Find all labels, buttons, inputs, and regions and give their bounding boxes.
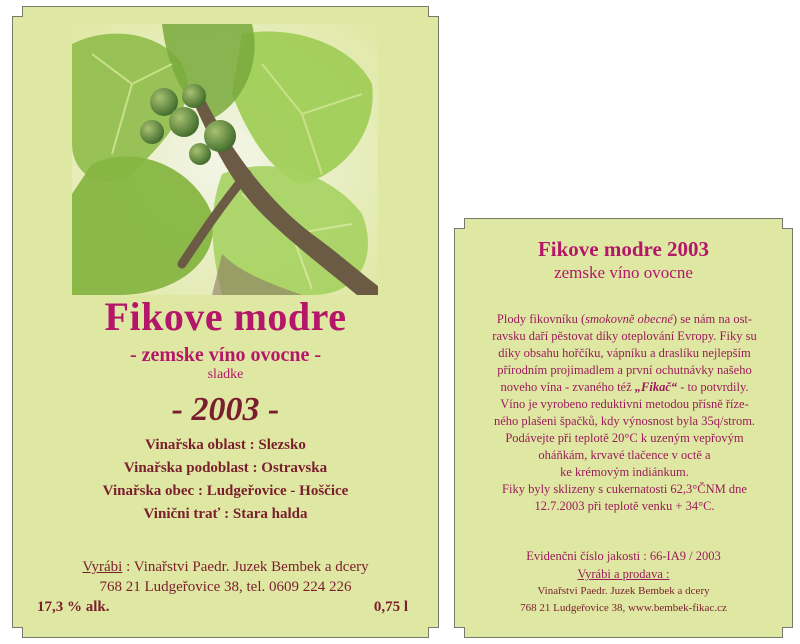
- producer-name: : Vinařstvi Paedr. Juzek Bembek a dcery: [122, 559, 369, 575]
- back-title: Fikove modre 2003: [537, 237, 710, 261]
- text-line: Fiky byly sklizeny s cukernatosti 62,3°ČNM dne: [502, 482, 747, 496]
- text-line: ného plašeni špačků, kdy výnosnost byla 35q/strom.: [493, 414, 756, 428]
- text-line: přírodním projimadlem a první ochutnávky našeho: [497, 363, 752, 377]
- vineyard-line: Vinični trať : Stara halda: [143, 506, 308, 522]
- wine-category: - zemske víno ovocne -: [129, 344, 322, 366]
- back-label: [454, 218, 793, 638]
- bottle-volume: 0,75 l: [373, 599, 408, 615]
- text-line: oháňkám, krvavé tlačence v octě a: [538, 448, 711, 462]
- wine-sweetness: sladke: [207, 367, 244, 382]
- text-line: Plody fikovníku (smokovně obecné) se nám na ost-: [496, 312, 753, 326]
- producer-name: Vinařstvi Paedr. Juzek Bembek a dcery: [537, 585, 710, 597]
- text-line: ke krémovým indiánkum.: [560, 465, 689, 479]
- region-line: Vinařska oblast : Slezsko: [145, 437, 306, 453]
- producer-label: Vyrábi: [82, 559, 123, 575]
- description-text: [469, 311, 780, 515]
- corner-notch: [428, 6, 439, 17]
- quality-number: Evidenčni číslo jakosti : 66-IA9 / 2003: [526, 549, 721, 563]
- producer-line: [13, 559, 438, 576]
- corner-notch: [782, 218, 793, 229]
- text-line: noveho vína - zvaného též „Fikač“ - to potvrdily.: [500, 380, 749, 394]
- producer-heading: Vyrábi a prodava :: [577, 567, 670, 581]
- text-line: Podávejte při teplotě 20°C k uzeným vepřovým: [505, 431, 744, 445]
- text-line: ravsku daří pěstovat díky oteplování Evropy. Fiky su: [492, 329, 757, 343]
- wine-title: Fikove modre: [104, 294, 347, 339]
- corner-notch: [12, 627, 23, 638]
- corner-notch: [782, 627, 793, 638]
- text-line: Víno je vyrobeno reduktivni metodou přísně říze-: [500, 397, 749, 411]
- subregion-line: Vinařska podoblast : Ostravska: [123, 460, 328, 476]
- text-line: díky obsahu hořčíku, vápníku a draslíku nejlepším: [498, 346, 751, 360]
- corner-notch: [454, 627, 465, 638]
- village-line: Vinařska obec : Ludgeřovice - Hoščice: [102, 483, 349, 499]
- corner-notch: [12, 6, 23, 17]
- producer-contact: 768 21 Ludgeřovice 38, www.bembek-fikac.cz: [520, 602, 727, 614]
- back-subtitle: zemske víno ovocne: [554, 263, 693, 282]
- alcohol-content: 17,3 % alk.: [37, 599, 110, 615]
- corner-notch: [428, 627, 439, 638]
- vintage-year: - 2003 -: [171, 391, 280, 428]
- fig-branch-illustration: [72, 24, 378, 295]
- text-line: 12.7.2003 při teplotě venku + 34°C.: [534, 499, 715, 513]
- front-label: [12, 6, 439, 638]
- corner-notch: [454, 218, 465, 229]
- producer-address: 768 21 Ludgeřovice 38, tel. 0609 224 226: [99, 579, 352, 595]
- fig-tree-photo: [72, 24, 378, 295]
